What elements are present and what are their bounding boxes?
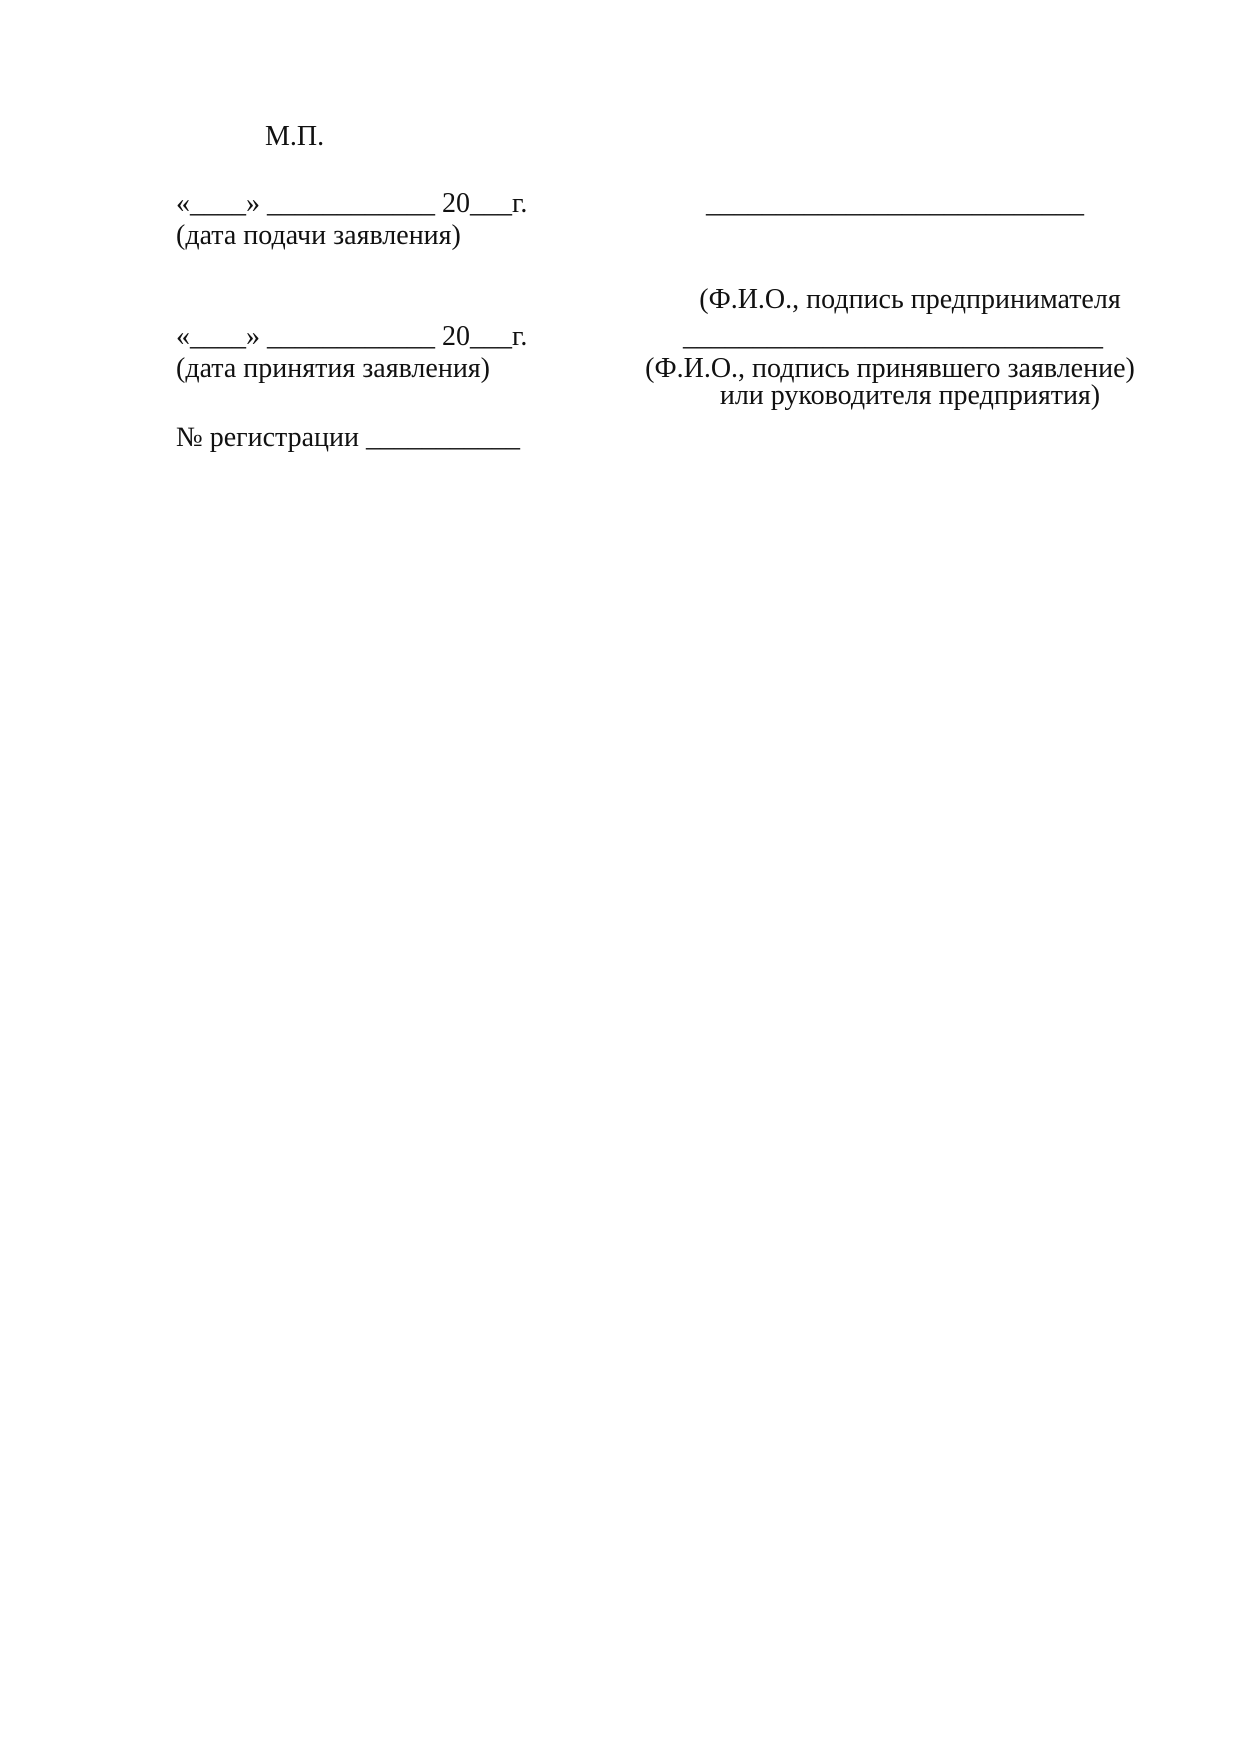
applicant-signature-caption-line-1: (Ф.И.О., подпись предпринимателя bbox=[699, 284, 1121, 315]
applicant-signature-line: ___________________________ bbox=[706, 188, 1084, 219]
acceptance-date-caption: (дата принятия заявления) bbox=[176, 353, 491, 384]
submission-date-line: «____» ____________ 20___г. bbox=[176, 188, 528, 219]
registration-number-field: № регистрации ___________ bbox=[176, 422, 520, 453]
submission-date-caption: (дата подачи заявления) bbox=[176, 220, 461, 251]
receiver-signature-caption: (Ф.И.О., подпись принявшего заявление) bbox=[645, 353, 1135, 384]
stamp-place-label: М.П. bbox=[265, 121, 325, 152]
acceptance-date-line: «____» ____________ 20___г. bbox=[176, 321, 528, 352]
applicant-signature-caption-line-2: или руководителя предприятия) bbox=[719, 380, 1101, 411]
receiver-signature-line: ______________________________ bbox=[683, 321, 1103, 352]
